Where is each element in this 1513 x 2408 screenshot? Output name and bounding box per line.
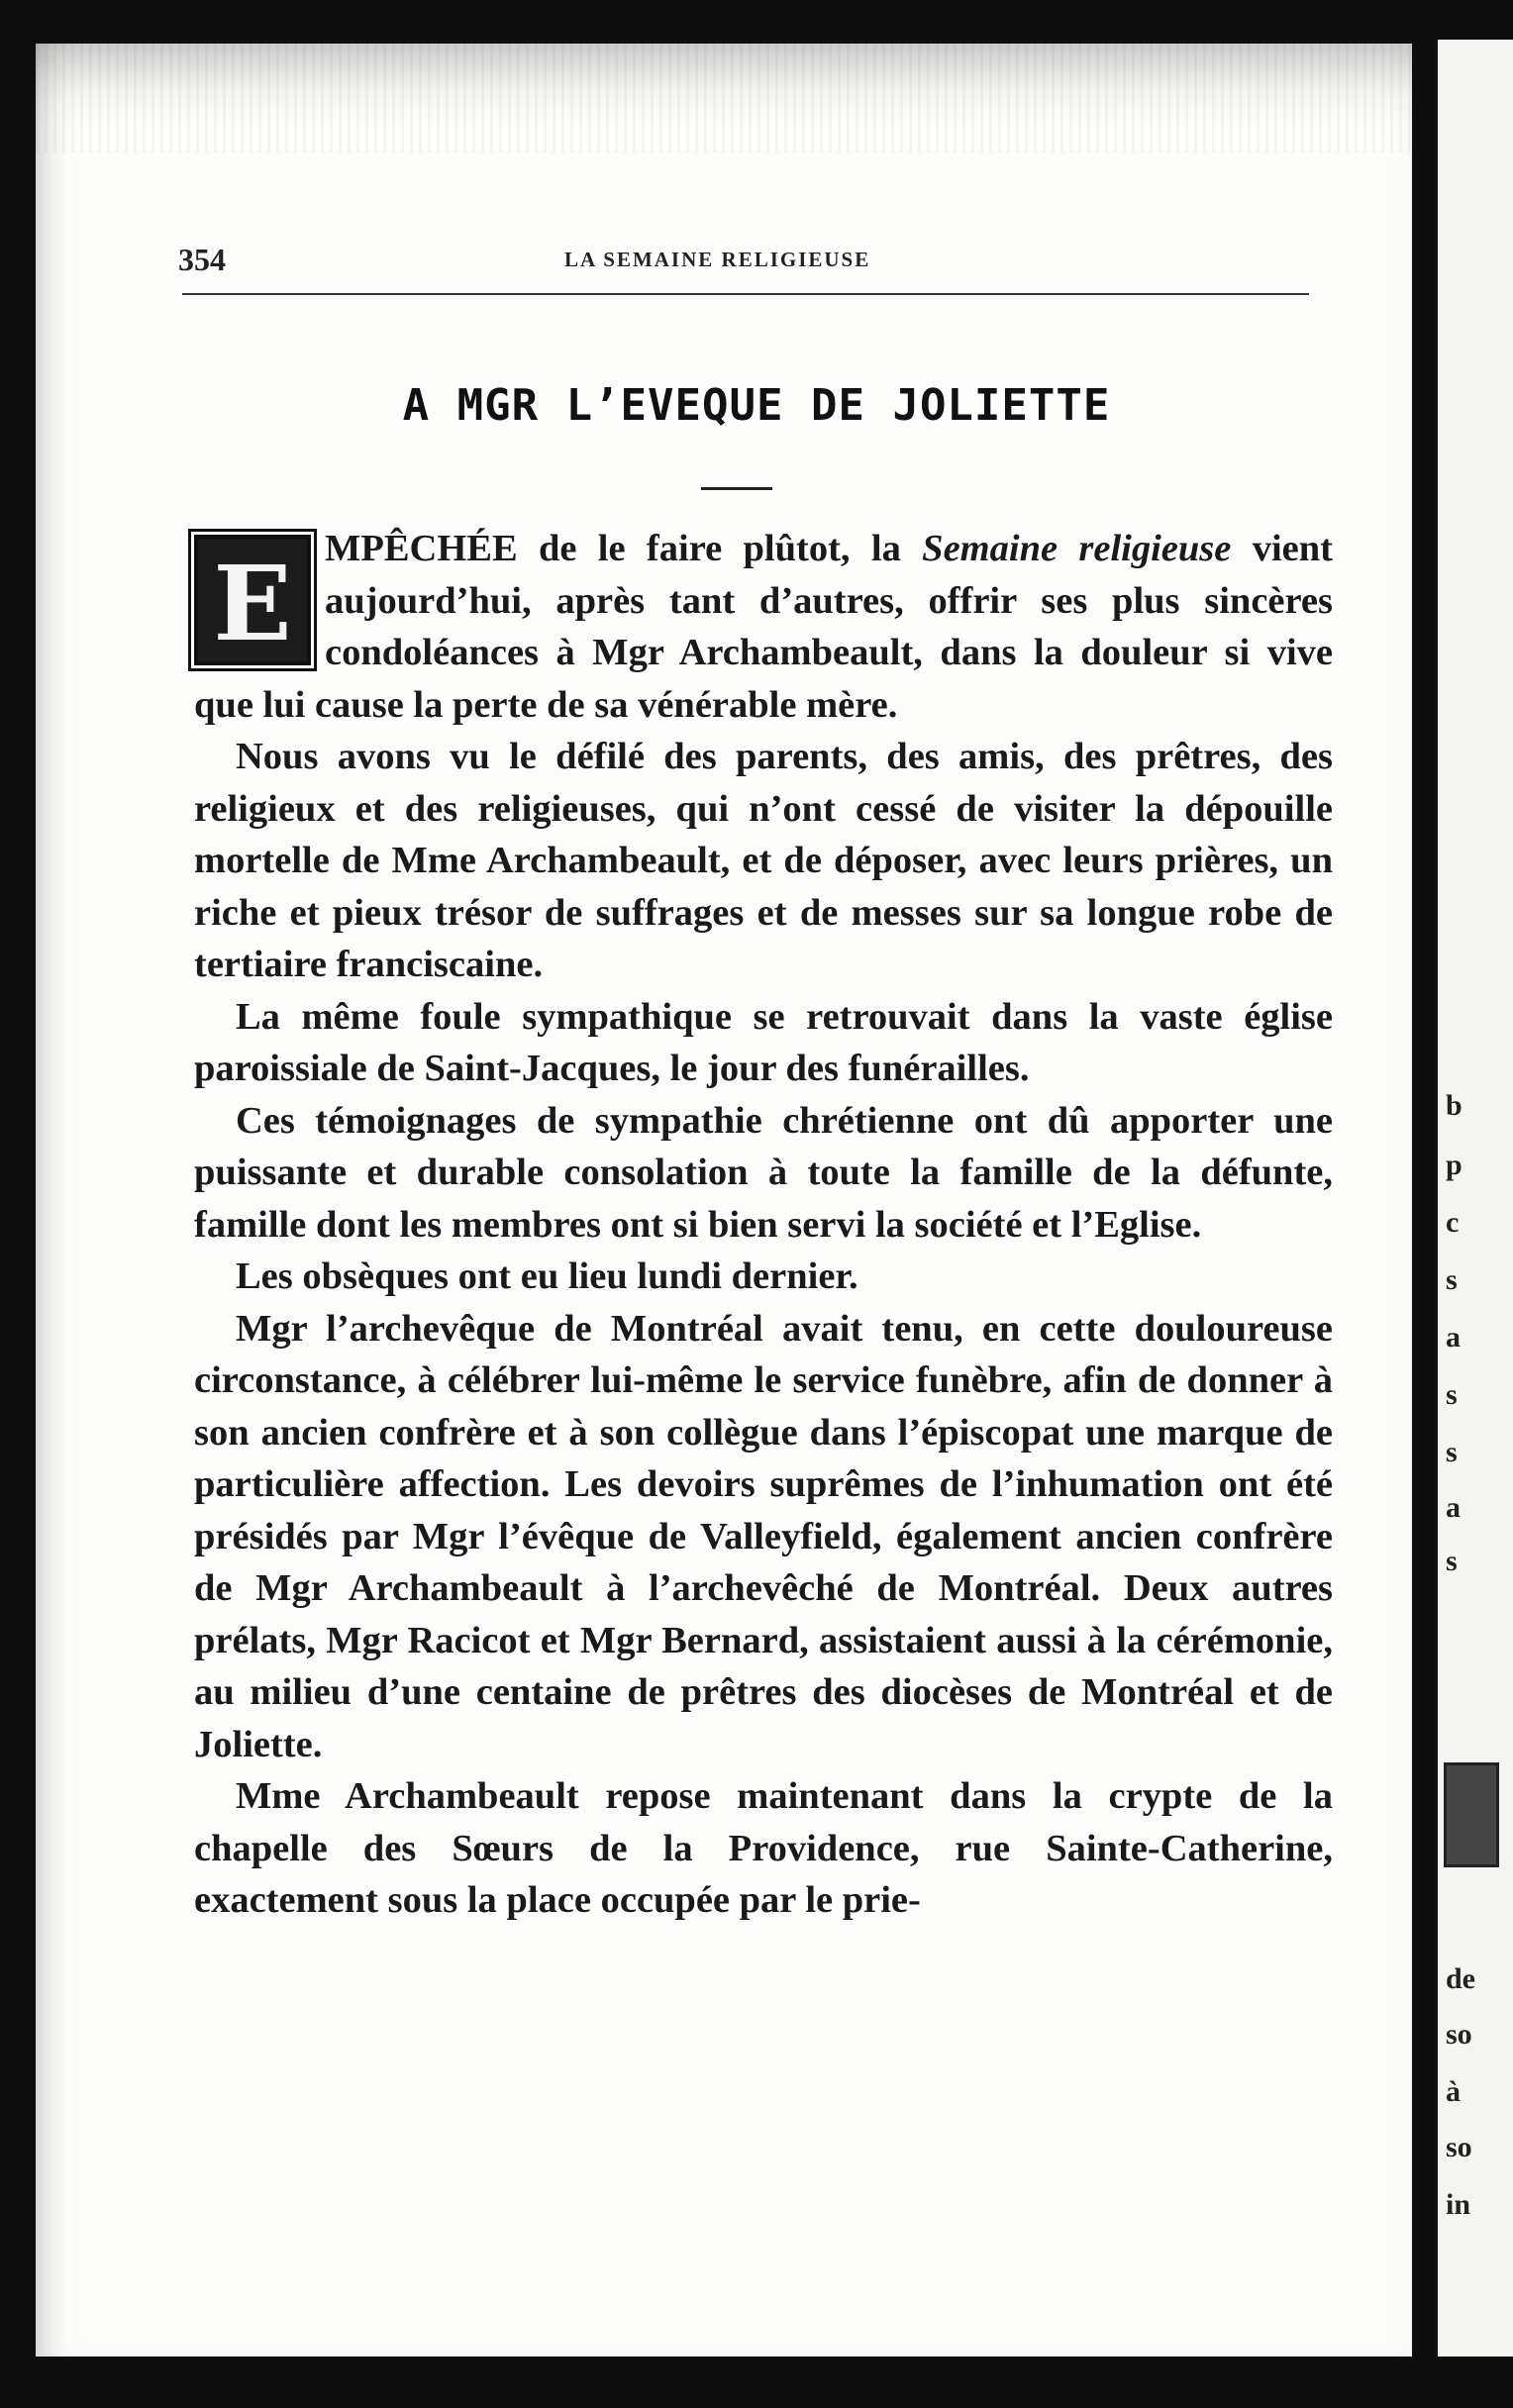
fragment: c [1446, 1206, 1460, 1239]
adjacent-page-edge [1438, 40, 1513, 2357]
fragment: a [1446, 1321, 1461, 1354]
running-header [178, 242, 1434, 281]
paragraph-4: Ces témoignages de sympathie chrétienne ont dû apporter une puissante et durable consolation à toute la famille de la défunte, famille dont les membres ont si bien servi la société et l’Eglise. [194, 1099, 1333, 1246]
paragraph-2: Nous avons vu le défilé des parents, des amis, des prêtres, des religieux et des religieuses, qui n’ont cessé de visiter la dépouille mortelle de Mme Archambeault, et de déposer, avec leurs prières, un riche et pieux trésor de suffrages et de messes sur sa longue robe de tertiaire franciscaine. [194, 736, 1333, 985]
drop-cap: E [194, 535, 311, 665]
page-number: 354 [178, 242, 226, 277]
fragment: s [1446, 1436, 1458, 1468]
paragraph-5: Les obsèques ont eu lieu lundi dernier. [236, 1255, 858, 1297]
fragment: a [1446, 1491, 1461, 1524]
paragraph-1 [194, 523, 1333, 731]
fragment: s [1446, 1263, 1458, 1296]
fragment: so [1446, 2131, 1472, 2163]
fragment: à [1446, 2075, 1461, 2108]
fragment: s [1446, 1545, 1458, 1577]
title-rule [701, 487, 772, 490]
paragraph-3: La même foule sympathique se retrouvait dans la vaste église paroissiale de Saint-Jacques, le jour des funérailles. [194, 995, 1333, 1089]
paragraph-1-lead: MPÊCHÉE de le faire plûtot, la [325, 528, 923, 569]
paragraph-1-rest: vient aujourd’hui, après tant d’autres, offrir ses plus sincères condoléances à Mgr Archambeault, dans la douleur si vive que lui cause la perte de sa vénérable mère. [194, 528, 1333, 726]
fragment: so [1446, 2018, 1472, 2051]
paragraph-7: Mme Archambeault repose maintenant dans la crypte de la chapelle des Sœurs de la Providence, rue Sainte-Catherine, exactement sous la place occupée par le prie- [194, 1775, 1333, 1921]
adjacent-drop-cap [1444, 1762, 1499, 1867]
fragment: s [1446, 1378, 1458, 1411]
paragraph-6: Mgr l’archevêque de Montréal avait tenu, en cette douloureuse circonstance, à célébrer lui-même le service funèbre, afin de donner à son ancien confrère et à son collègue dans l’épiscopat une marque de particulière affection. Les devoirs suprêmes de l’inhumation ont été présidés par Mgr l’évêque de Valleyfield, également ancien confrère de Mgr Archambeault à l’archevêché de Montréal. Deux autres prélats, Mgr Racicot et Mgr Bernard, assistaient aussi à la cérémonie, au milieu d’une centaine de prêtres des diocèses de Montréal et de Joliette. [194, 1307, 1333, 1765]
fragment: de [1446, 1962, 1475, 1995]
fragment: p [1446, 1149, 1463, 1181]
publication-name: Semaine religieuse [922, 528, 1232, 569]
article-title: A MGR L’EVEQUE DE JOLIETTE [402, 380, 1111, 431]
page-edge-speckle [36, 44, 1412, 152]
article-body [194, 523, 1333, 1927]
running-title: LA SEMAINE RELIGIEUSE [564, 248, 871, 271]
fragment: b [1446, 1089, 1463, 1122]
fragment: in [1446, 2188, 1471, 2221]
header-rule [182, 293, 1309, 295]
